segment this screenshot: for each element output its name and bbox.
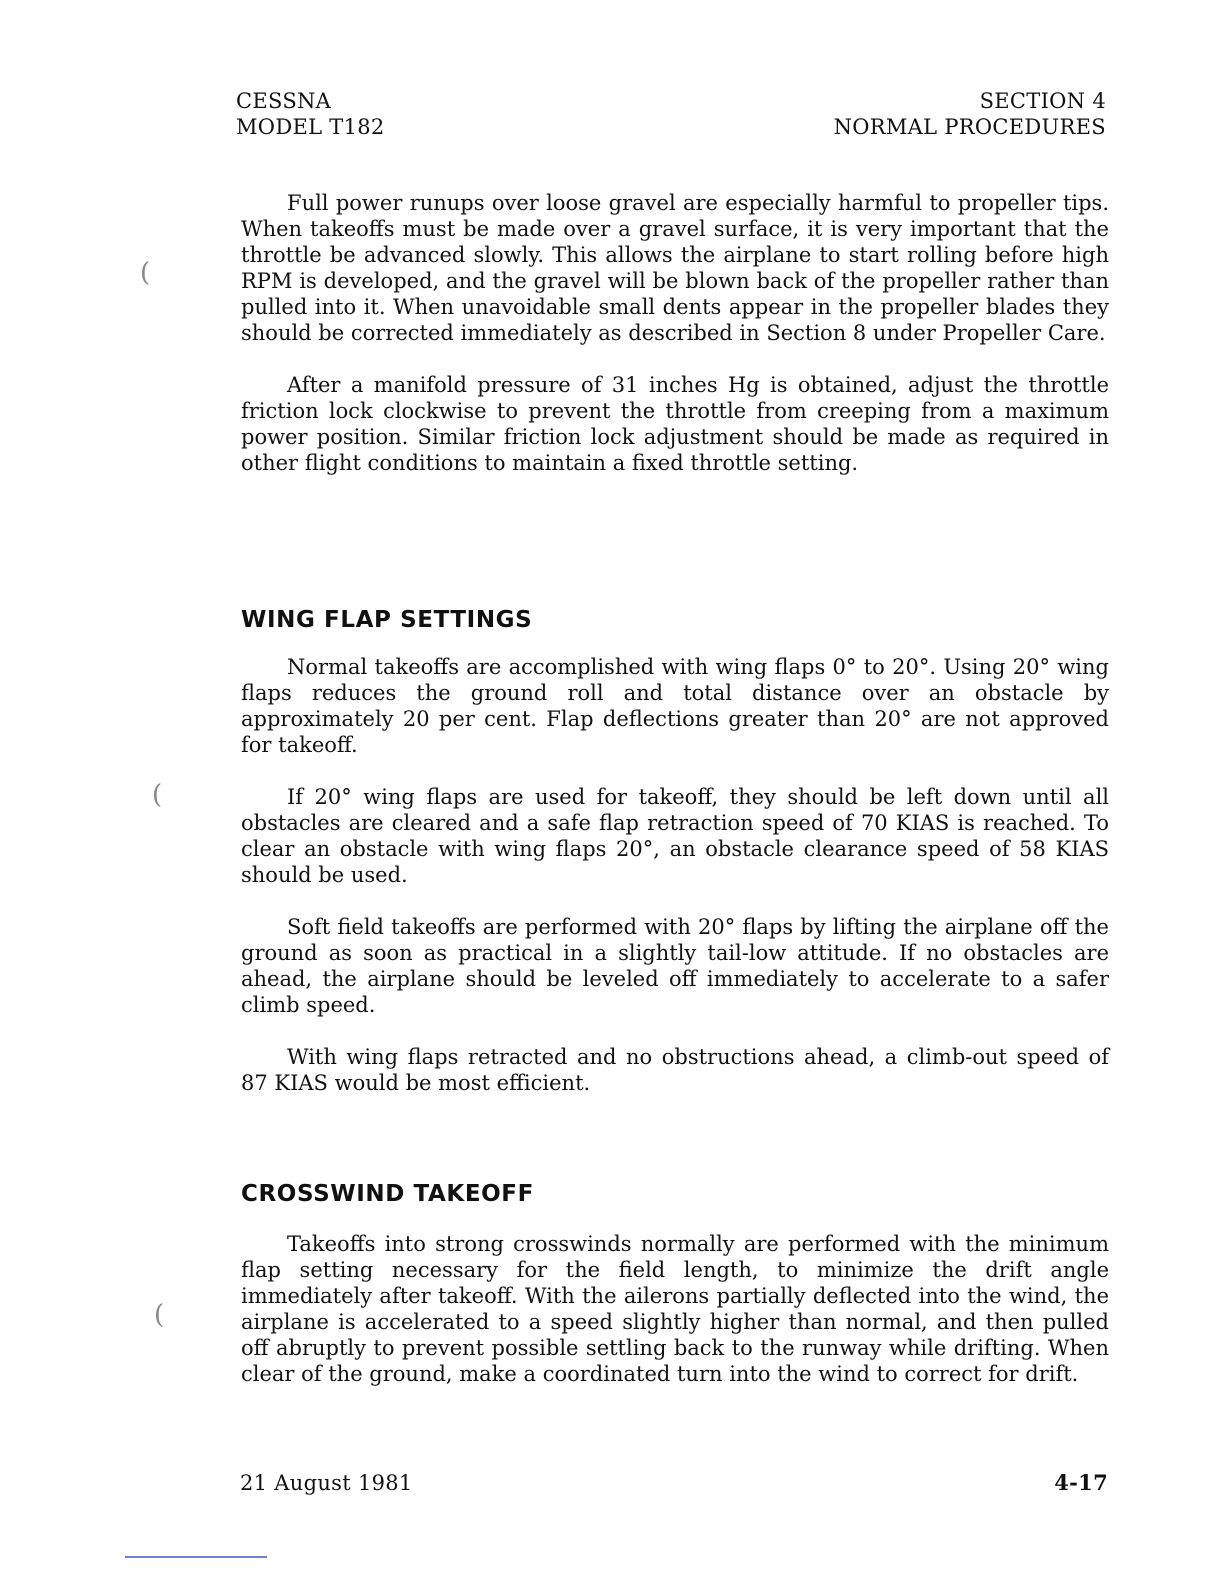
- manufacturer-label: CESSNA: [236, 89, 332, 113]
- header-left: [236, 88, 385, 140]
- intro-section: [241, 190, 1109, 502]
- scan-edge-line: [125, 1556, 267, 1558]
- margin-change-bar: (: [154, 1300, 165, 1330]
- footer-date: 21 August 1981: [240, 1471, 413, 1495]
- paragraph-soft-field: Soft field takeoffs are performed with 20° flaps by lifting the airplane off the ground as soon as practical in a slightly tail-low attitude. If no obstacles are ahead, the airplane should be leveled off immediately to accelerate to a safer climb speed.: [241, 915, 1109, 1017]
- paragraph-crosswind: Takeoffs into strong crosswinds normally are performed with the minimum flap setting necessary for the field length, to minimize the drift angle immediately after takeoff. With the ailerons partially deflected into the wind, the airplane is accelerated to a speed slightly higher than normal, and then pulled off abruptly to prevent possible settling back to the runway while drifting. When clear of the ground, make a coordinated turn into the wind to correct for drift.: [241, 1232, 1109, 1386]
- margin-change-bar: (: [152, 780, 163, 810]
- model-label: MODEL T182: [236, 115, 385, 139]
- section-number: SECTION 4: [979, 89, 1106, 113]
- header-right: [834, 88, 1106, 140]
- heading-wing-flap-settings: WING FLAP SETTINGS: [241, 607, 533, 633]
- section-title: NORMAL PROCEDURES: [833, 115, 1106, 139]
- wing-flap-section: [241, 654, 1109, 1122]
- footer-page-number: 4-17: [1054, 1470, 1108, 1495]
- paragraph-normal-takeoffs: Normal takeoffs are accomplished with wing flaps 0° to 20°. Using 20° wing flaps reduces the ground roll and total distance over an obstacle by approximately 20 per cent. Flap deflections greater than 20° are not approved for takeoff.: [241, 655, 1109, 757]
- crosswind-section: [241, 1231, 1109, 1413]
- paragraph-flap-retraction: If 20° wing flaps are used for takeoff, they should be left down until all obstacles are cleared and a safe flap retraction speed of 70 KIAS is reached. To clear an obstacle with wing flaps 20°, an obstacle clearance speed of 58 KIAS should be used.: [241, 785, 1109, 887]
- paragraph-climb-out: With wing flaps retracted and no obstructions ahead, a climb-out speed of 87 KIAS would be most efficient.: [241, 1045, 1109, 1095]
- heading-crosswind-takeoff: CROSSWIND TAKEOFF: [241, 1181, 534, 1207]
- paragraph-throttle-friction: After a manifold pressure of 31 inches Hg is obtained, adjust the throttle friction lock clockwise to prevent the throttle from creeping from a maximum power position. Similar friction lock adjustment should be made as required in other flight conditions to maintain a fixed throttle setting.: [241, 373, 1109, 475]
- paragraph-gravel-runups: Full power runups over loose gravel are especially harmful to propeller tips. When takeoffs must be made over a gravel surface, it is very important that the throttle be advanced slowly. This allows the airplane to start rolling before high RPM is developed, and the gravel will be blown back of the propeller rather than pulled into it. When unavoidable small dents appear in the propeller blades they should be corrected immediately as described in Section 8 under Propeller Care.: [241, 191, 1109, 345]
- margin-change-bar: (: [140, 258, 151, 288]
